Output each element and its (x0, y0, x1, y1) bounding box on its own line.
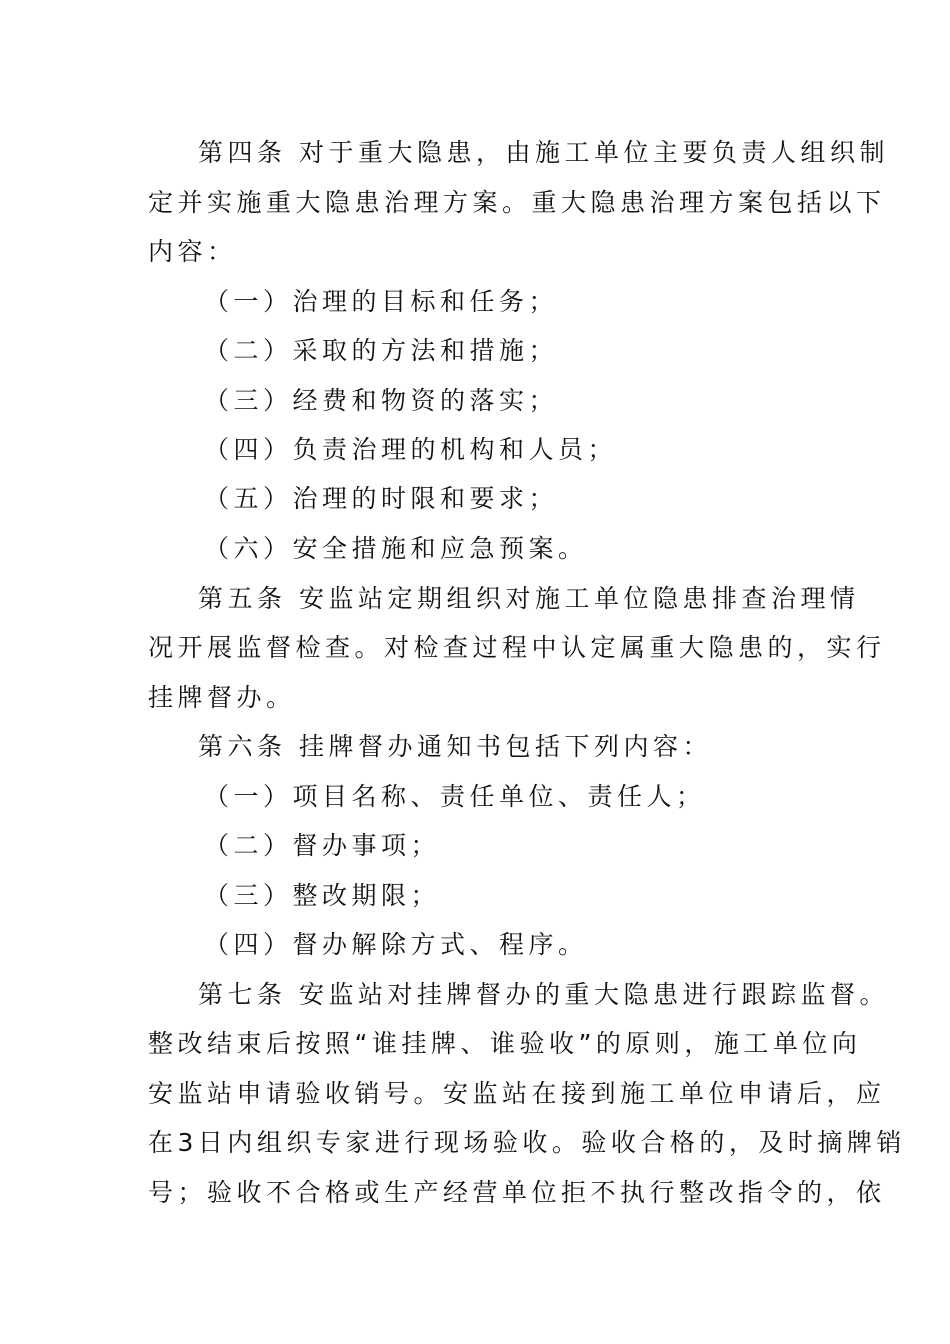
article-7-line-1: 第七条 安监站对挂牌督办的重大隐患进行跟踪监督。 (198, 980, 889, 1009)
article-6-item-2: （二）督办事项； (204, 831, 441, 860)
article-4-item-2: （二）采取的方法和措施； (204, 336, 559, 365)
article-4-item-4: （四）负责治理的机构和人员； (204, 435, 618, 464)
article-7-line-4: 在3日内组织专家进行现场验收。验收合格的，及时摘牌销 (148, 1128, 906, 1157)
article-5-line-1: 第五条 安监站定期组织对施工单位隐患排查治理情 (198, 584, 860, 613)
article-4-line-1: 第四条 对于重大隐患，由施工单位主要负责人组织制 (198, 138, 889, 167)
article-6-item-1: （一）项目名称、责任单位、责任人； (204, 782, 706, 811)
article-4-item-1: （一）治理的目标和任务； (204, 287, 559, 316)
article-6-item-3: （三）整改期限； (204, 881, 441, 910)
article-4-item-5: （五）治理的时限和要求； (204, 484, 559, 513)
article-7-line-5: 号；验收不合格或生产经营单位拒不执行整改指令的，依 (148, 1178, 886, 1207)
article-4-item-3: （三）经费和物资的落实； (204, 386, 559, 415)
article-6-line-1: 第六条 挂牌督办通知书包括下列内容： (198, 732, 712, 761)
article-7-line-3: 安监站申请验收销号。安监站在接到施工单位申请后，应 (148, 1079, 886, 1108)
article-6-item-4: （四）督办解除方式、程序。 (204, 930, 588, 959)
article-4-line-3: 内容： (148, 237, 237, 266)
article-7-line-2: 整改结束后按照“谁挂牌、谁验收”的原则，施工单位向 (148, 1029, 862, 1058)
article-5-line-2: 况开展监督检查。对检查过程中认定属重大隐患的，实行 (148, 633, 886, 662)
article-5-line-3: 挂牌督办。 (148, 683, 296, 712)
article-4-item-6: （六）安全措施和应急预案。 (204, 534, 588, 563)
article-4-line-2: 定并实施重大隐患治理方案。重大隐患治理方案包括以下 (148, 188, 886, 217)
